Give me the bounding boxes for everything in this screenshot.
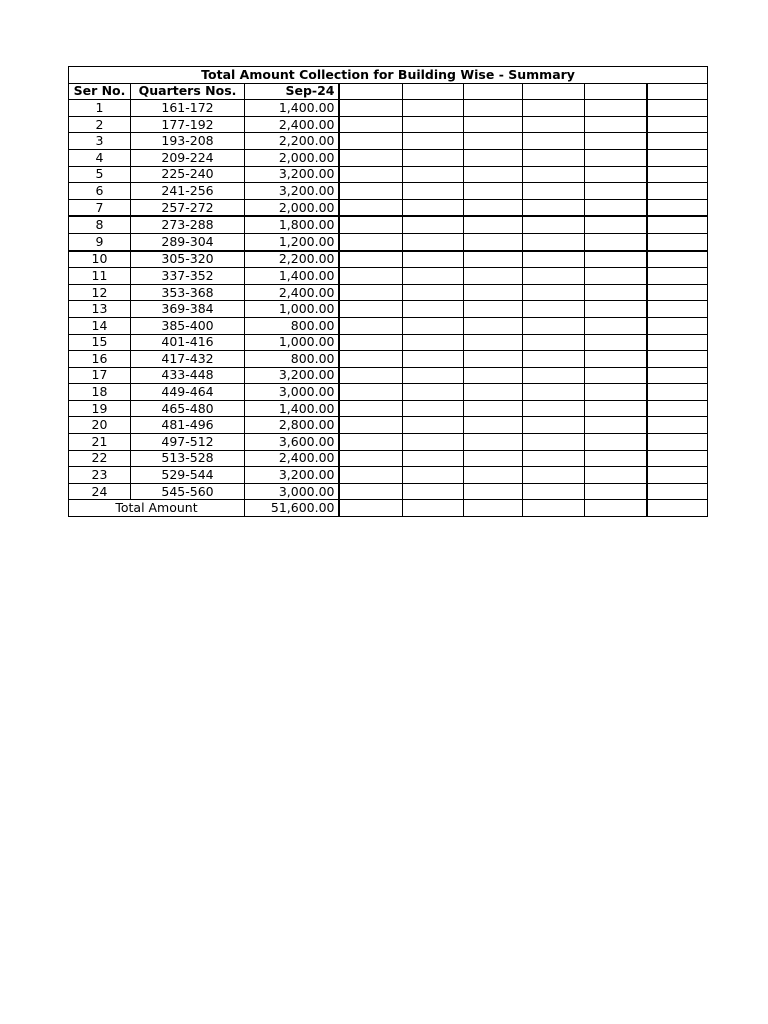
empty-cell <box>339 500 403 517</box>
quarters-cell: 273-288 <box>131 216 245 233</box>
empty-cell <box>523 199 585 216</box>
empty-cell <box>403 251 464 268</box>
table-row <box>69 450 708 467</box>
table-row <box>69 166 708 183</box>
amount-cell: 1,000.00 <box>245 334 339 351</box>
empty-cell <box>647 400 708 417</box>
amount-cell: 2,200.00 <box>245 251 339 268</box>
ser-no-cell: 17 <box>69 367 131 384</box>
table-row <box>69 116 708 133</box>
empty-cell <box>647 183 708 200</box>
table-row <box>69 384 708 401</box>
table-row <box>69 100 708 117</box>
empty-cell <box>523 133 585 150</box>
table-row <box>69 133 708 150</box>
amount-cell: 1,200.00 <box>245 233 339 250</box>
empty-cell <box>647 450 708 467</box>
empty-cell <box>464 251 523 268</box>
empty-cell <box>339 483 403 500</box>
quarters-cell: 465-480 <box>131 400 245 417</box>
empty-cell <box>585 116 647 133</box>
empty-cell <box>523 434 585 451</box>
empty-cell <box>339 233 403 250</box>
empty-cell <box>647 434 708 451</box>
empty-cell <box>585 233 647 250</box>
quarters-cell: 385-400 <box>131 317 245 334</box>
empty-cell <box>339 417 403 434</box>
empty-cell <box>585 334 647 351</box>
empty-cell <box>647 166 708 183</box>
table-row <box>69 317 708 334</box>
amount-cell: 1,000.00 <box>245 301 339 318</box>
quarters-cell: 433-448 <box>131 367 245 384</box>
empty-cell <box>647 216 708 233</box>
empty-cell <box>585 166 647 183</box>
empty-cell <box>403 467 464 484</box>
empty-cell <box>464 268 523 285</box>
empty-cell <box>339 116 403 133</box>
empty-cell <box>523 116 585 133</box>
empty-cell <box>647 301 708 318</box>
empty-cell <box>403 133 464 150</box>
empty-cell <box>339 100 403 117</box>
empty-cell <box>523 450 585 467</box>
amount-cell: 800.00 <box>245 317 339 334</box>
empty-cell <box>523 417 585 434</box>
empty-cell <box>403 417 464 434</box>
total-amount: 51,600.00 <box>245 500 339 517</box>
empty-cell <box>523 384 585 401</box>
empty-cell <box>585 434 647 451</box>
empty-cell <box>647 367 708 384</box>
empty-cell <box>585 400 647 417</box>
empty-cell <box>339 450 403 467</box>
empty-cell <box>339 149 403 166</box>
empty-cell <box>585 351 647 368</box>
empty-cell <box>339 467 403 484</box>
header-quarters: Quarters Nos. <box>131 83 245 100</box>
empty-cell <box>523 83 585 100</box>
empty-cell <box>523 301 585 318</box>
empty-cell <box>403 83 464 100</box>
ser-no-cell: 11 <box>69 268 131 285</box>
amount-cell: 3,200.00 <box>245 367 339 384</box>
empty-cell <box>585 467 647 484</box>
empty-cell <box>464 133 523 150</box>
empty-cell <box>523 251 585 268</box>
empty-cell <box>464 467 523 484</box>
quarters-cell: 545-560 <box>131 483 245 500</box>
summary-table <box>68 66 708 517</box>
empty-cell <box>403 384 464 401</box>
empty-cell <box>464 367 523 384</box>
quarters-cell: 289-304 <box>131 233 245 250</box>
ser-no-cell: 14 <box>69 317 131 334</box>
amount-cell: 1,400.00 <box>245 400 339 417</box>
empty-cell <box>403 334 464 351</box>
quarters-cell: 353-368 <box>131 284 245 301</box>
empty-cell <box>647 83 708 100</box>
ser-no-cell: 19 <box>69 400 131 417</box>
header-row <box>69 83 708 100</box>
empty-cell <box>585 367 647 384</box>
empty-cell <box>647 268 708 285</box>
quarters-cell: 369-384 <box>131 301 245 318</box>
empty-cell <box>464 384 523 401</box>
empty-cell <box>464 334 523 351</box>
empty-cell <box>585 183 647 200</box>
amount-cell: 2,400.00 <box>245 450 339 467</box>
empty-cell <box>339 199 403 216</box>
empty-cell <box>523 467 585 484</box>
table-row <box>69 284 708 301</box>
empty-cell <box>523 500 585 517</box>
empty-cell <box>647 317 708 334</box>
ser-no-cell: 23 <box>69 467 131 484</box>
empty-cell <box>339 133 403 150</box>
quarters-cell: 401-416 <box>131 334 245 351</box>
empty-cell <box>339 384 403 401</box>
ser-no-cell: 2 <box>69 116 131 133</box>
empty-cell <box>464 483 523 500</box>
empty-cell <box>464 434 523 451</box>
amount-cell: 3,200.00 <box>245 183 339 200</box>
empty-cell <box>339 301 403 318</box>
empty-cell <box>339 334 403 351</box>
empty-cell <box>647 483 708 500</box>
ser-no-cell: 15 <box>69 334 131 351</box>
empty-cell <box>523 216 585 233</box>
empty-cell <box>585 450 647 467</box>
quarters-cell: 257-272 <box>131 199 245 216</box>
empty-cell <box>339 216 403 233</box>
table-row <box>69 199 708 216</box>
header-ser-no: Ser No. <box>69 83 131 100</box>
amount-cell: 2,400.00 <box>245 284 339 301</box>
empty-cell <box>403 483 464 500</box>
ser-no-cell: 13 <box>69 301 131 318</box>
table-row <box>69 149 708 166</box>
table-row <box>69 417 708 434</box>
amount-cell: 800.00 <box>245 351 339 368</box>
empty-cell <box>585 199 647 216</box>
amount-cell: 3,000.00 <box>245 384 339 401</box>
ser-no-cell: 21 <box>69 434 131 451</box>
ser-no-cell: 3 <box>69 133 131 150</box>
empty-cell <box>647 417 708 434</box>
empty-cell <box>585 216 647 233</box>
amount-cell: 3,200.00 <box>245 467 339 484</box>
empty-cell <box>339 367 403 384</box>
ser-no-cell: 5 <box>69 166 131 183</box>
empty-cell <box>464 284 523 301</box>
empty-cell <box>403 149 464 166</box>
quarters-cell: 417-432 <box>131 351 245 368</box>
empty-cell <box>403 317 464 334</box>
empty-cell <box>464 400 523 417</box>
empty-cell <box>339 268 403 285</box>
empty-cell <box>339 183 403 200</box>
amount-cell: 2,000.00 <box>245 149 339 166</box>
amount-cell: 2,200.00 <box>245 133 339 150</box>
table-row <box>69 467 708 484</box>
empty-cell <box>464 417 523 434</box>
empty-cell <box>585 301 647 318</box>
amount-cell: 3,200.00 <box>245 166 339 183</box>
ser-no-cell: 9 <box>69 233 131 250</box>
empty-cell <box>647 149 708 166</box>
empty-cell <box>464 100 523 117</box>
table-row <box>69 367 708 384</box>
empty-cell <box>585 251 647 268</box>
table-row <box>69 268 708 285</box>
ser-no-cell: 10 <box>69 251 131 268</box>
amount-cell: 1,800.00 <box>245 216 339 233</box>
empty-cell <box>464 301 523 318</box>
empty-cell <box>464 166 523 183</box>
empty-cell <box>585 268 647 285</box>
ser-no-cell: 1 <box>69 100 131 117</box>
quarters-cell: 337-352 <box>131 268 245 285</box>
header-month: Sep-24 <box>245 83 339 100</box>
empty-cell <box>403 100 464 117</box>
empty-cell <box>523 100 585 117</box>
ser-no-cell: 7 <box>69 199 131 216</box>
table-row <box>69 251 708 268</box>
empty-cell <box>464 83 523 100</box>
amount-cell: 1,400.00 <box>245 100 339 117</box>
empty-cell <box>403 367 464 384</box>
ser-no-cell: 8 <box>69 216 131 233</box>
empty-cell <box>585 483 647 500</box>
empty-cell <box>403 434 464 451</box>
empty-cell <box>339 83 403 100</box>
table-row <box>69 483 708 500</box>
empty-cell <box>585 133 647 150</box>
empty-cell <box>523 284 585 301</box>
ser-no-cell: 20 <box>69 417 131 434</box>
amount-cell: 3,000.00 <box>245 483 339 500</box>
quarters-cell: 497-512 <box>131 434 245 451</box>
quarters-cell: 305-320 <box>131 251 245 268</box>
amount-cell: 2,400.00 <box>245 116 339 133</box>
empty-cell <box>523 351 585 368</box>
empty-cell <box>403 301 464 318</box>
empty-cell <box>585 417 647 434</box>
empty-cell <box>523 400 585 417</box>
empty-cell <box>647 334 708 351</box>
empty-cell <box>339 434 403 451</box>
empty-cell <box>403 233 464 250</box>
empty-cell <box>403 199 464 216</box>
quarters-cell: 241-256 <box>131 183 245 200</box>
quarters-cell: 529-544 <box>131 467 245 484</box>
amount-cell: 1,400.00 <box>245 268 339 285</box>
empty-cell <box>647 100 708 117</box>
empty-cell <box>647 133 708 150</box>
amount-cell: 2,000.00 <box>245 199 339 216</box>
ser-no-cell: 18 <box>69 384 131 401</box>
empty-cell <box>647 284 708 301</box>
table-row <box>69 434 708 451</box>
amount-cell: 2,800.00 <box>245 417 339 434</box>
empty-cell <box>464 233 523 250</box>
quarters-cell: 481-496 <box>131 417 245 434</box>
empty-cell <box>464 183 523 200</box>
empty-cell <box>403 400 464 417</box>
empty-cell <box>464 116 523 133</box>
empty-cell <box>403 450 464 467</box>
empty-cell <box>403 500 464 517</box>
empty-cell <box>523 334 585 351</box>
empty-cell <box>339 400 403 417</box>
empty-cell <box>647 500 708 517</box>
quarters-cell: 209-224 <box>131 149 245 166</box>
empty-cell <box>523 166 585 183</box>
table-title: Total Amount Collection for Building Wise - Summary <box>69 67 708 84</box>
empty-cell <box>585 384 647 401</box>
empty-cell <box>647 384 708 401</box>
table-row <box>69 216 708 233</box>
amount-cell: 3,600.00 <box>245 434 339 451</box>
quarters-cell: 513-528 <box>131 450 245 467</box>
title-row <box>69 67 708 84</box>
empty-cell <box>339 284 403 301</box>
empty-cell <box>647 116 708 133</box>
ser-no-cell: 12 <box>69 284 131 301</box>
empty-cell <box>403 351 464 368</box>
empty-cell <box>523 233 585 250</box>
empty-cell <box>647 467 708 484</box>
empty-cell <box>523 183 585 200</box>
empty-cell <box>403 284 464 301</box>
empty-cell <box>403 268 464 285</box>
ser-no-cell: 22 <box>69 450 131 467</box>
empty-cell <box>585 149 647 166</box>
empty-cell <box>523 149 585 166</box>
ser-no-cell: 24 <box>69 483 131 500</box>
table-row <box>69 351 708 368</box>
ser-no-cell: 6 <box>69 183 131 200</box>
empty-cell <box>464 450 523 467</box>
empty-cell <box>647 233 708 250</box>
empty-cell <box>523 367 585 384</box>
empty-cell <box>523 483 585 500</box>
empty-cell <box>464 351 523 368</box>
empty-cell <box>585 500 647 517</box>
empty-cell <box>523 317 585 334</box>
empty-cell <box>403 216 464 233</box>
empty-cell <box>585 83 647 100</box>
empty-cell <box>585 284 647 301</box>
ser-no-cell: 4 <box>69 149 131 166</box>
table-row <box>69 183 708 200</box>
empty-cell <box>585 100 647 117</box>
empty-cell <box>464 216 523 233</box>
table-row <box>69 233 708 250</box>
total-label: Total Amount <box>69 500 245 517</box>
quarters-cell: 193-208 <box>131 133 245 150</box>
empty-cell <box>339 251 403 268</box>
quarters-cell: 161-172 <box>131 100 245 117</box>
ser-no-cell: 16 <box>69 351 131 368</box>
quarters-cell: 449-464 <box>131 384 245 401</box>
empty-cell <box>339 351 403 368</box>
empty-cell <box>464 317 523 334</box>
empty-cell <box>585 317 647 334</box>
empty-cell <box>647 251 708 268</box>
empty-cell <box>647 351 708 368</box>
empty-cell <box>339 166 403 183</box>
table-row <box>69 334 708 351</box>
empty-cell <box>339 317 403 334</box>
empty-cell <box>403 183 464 200</box>
empty-cell <box>464 500 523 517</box>
total-row <box>69 500 708 517</box>
empty-cell <box>464 149 523 166</box>
empty-cell <box>647 199 708 216</box>
table-row <box>69 301 708 318</box>
empty-cell <box>403 116 464 133</box>
empty-cell <box>464 199 523 216</box>
quarters-cell: 177-192 <box>131 116 245 133</box>
table-body <box>69 100 708 500</box>
empty-cell <box>523 268 585 285</box>
empty-cell <box>403 166 464 183</box>
table-row <box>69 400 708 417</box>
quarters-cell: 225-240 <box>131 166 245 183</box>
